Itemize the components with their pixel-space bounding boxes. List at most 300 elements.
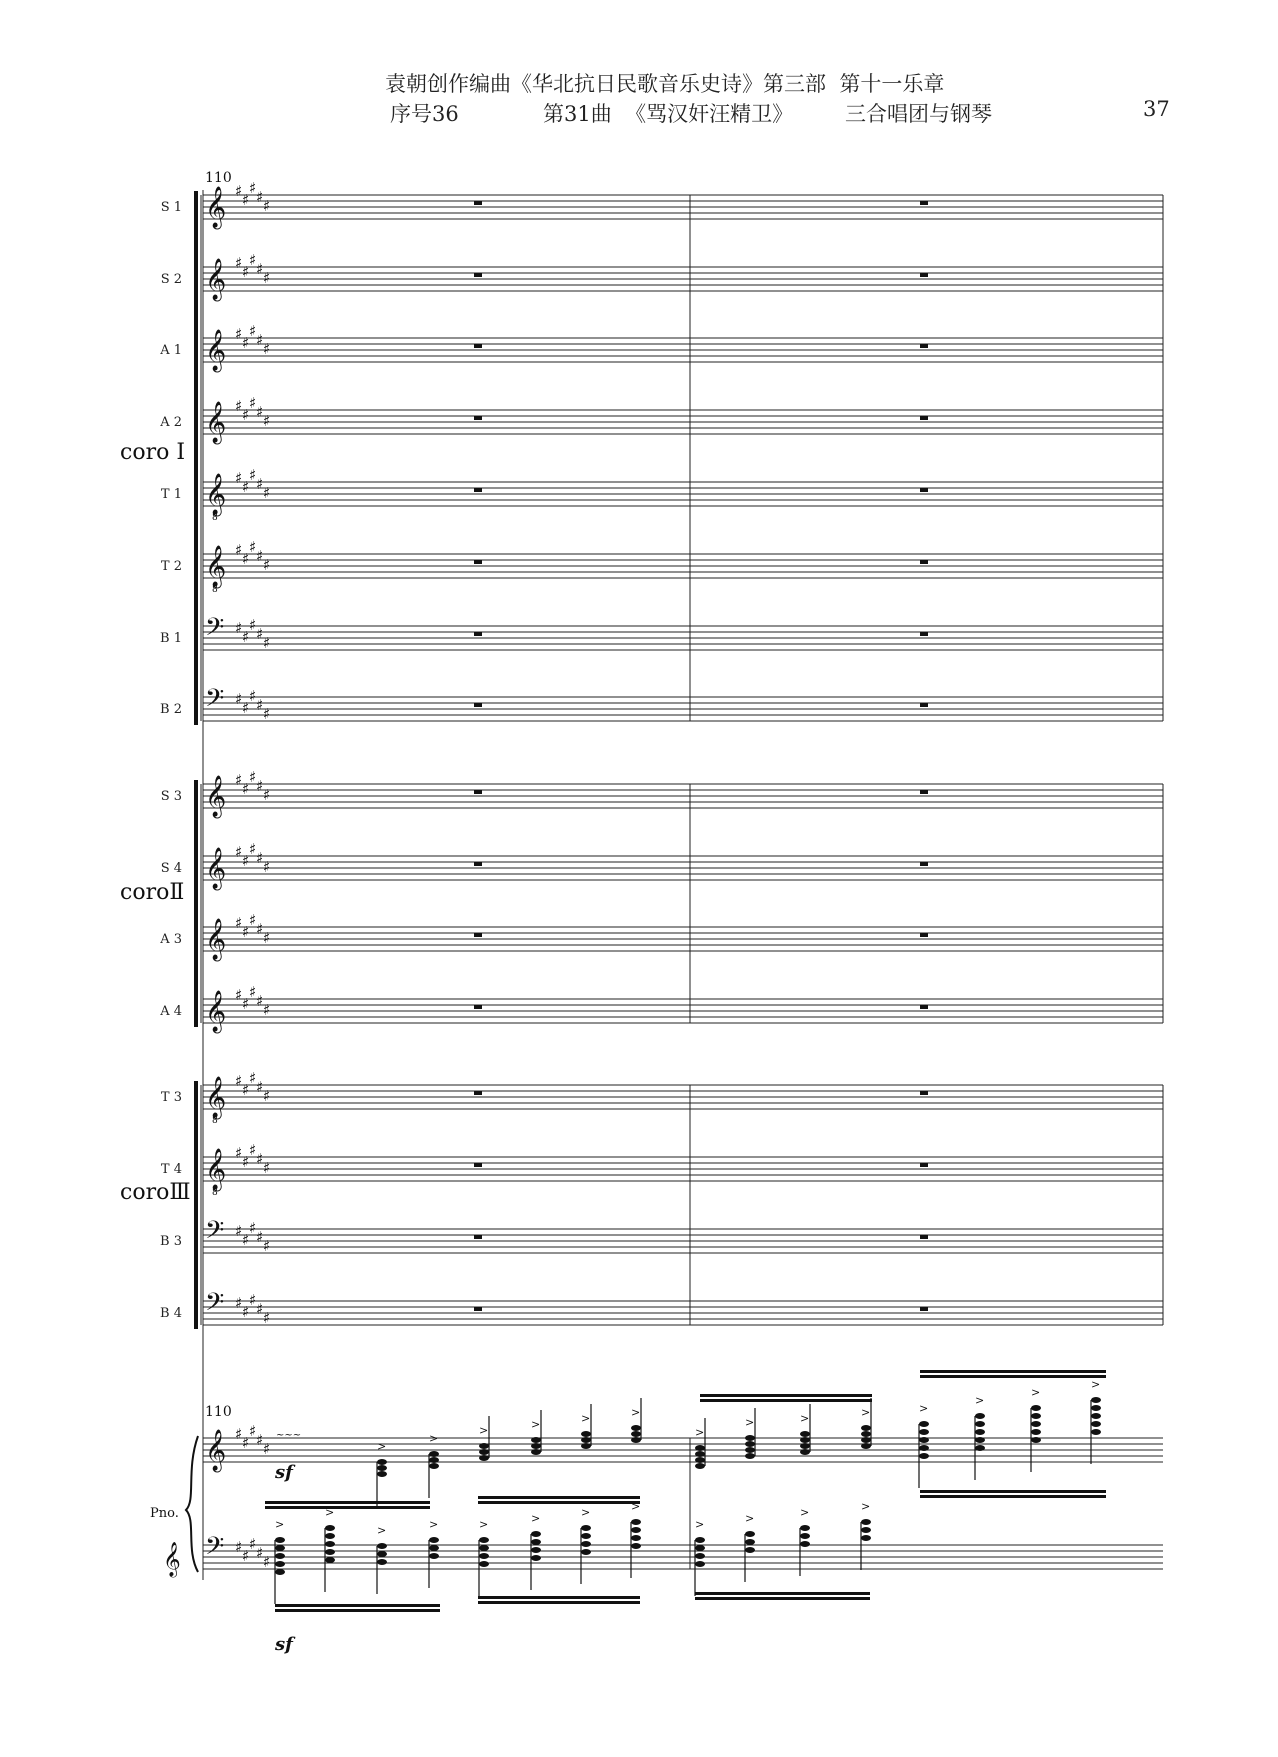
sharp-sign: ♯ — [263, 786, 271, 804]
piano-brace-icon — [186, 1436, 198, 1572]
sharp-sign: ♯ — [242, 478, 250, 496]
sharp-sign: ♯ — [263, 412, 271, 430]
piano-lh-staff — [203, 1545, 1163, 1569]
whole-rest — [920, 1235, 928, 1239]
staff-a1 — [203, 338, 1163, 362]
staff-label: T 2 — [160, 559, 182, 574]
note-head — [745, 1453, 755, 1459]
note-head — [919, 1453, 929, 1459]
note-head — [800, 1431, 810, 1437]
sharp-sign: ♯ — [235, 619, 243, 637]
note-head — [861, 1425, 871, 1431]
sharp-sign: ♯ — [235, 541, 243, 559]
note-head — [800, 1437, 810, 1443]
note-head — [377, 1559, 387, 1565]
staff-label: B 3 — [160, 1234, 182, 1249]
note-head — [531, 1555, 541, 1561]
note-head — [275, 1553, 285, 1559]
staff-t1 — [203, 482, 1163, 506]
treble-clef-icon: 𝄞 — [205, 991, 227, 1032]
sharp-sign: ♯ — [256, 849, 264, 867]
note-head — [800, 1449, 810, 1455]
header-sequence: 序号36 — [390, 102, 459, 126]
treble-clef-icon: 𝄞 — [205, 402, 227, 443]
whole-rest — [920, 862, 928, 866]
sharp-sign: ♯ — [242, 334, 250, 352]
treble-clef-icon: 𝄞 — [205, 259, 227, 300]
sharp-sign: ♯ — [235, 914, 243, 932]
beam — [478, 1601, 640, 1604]
accent-mark: > — [919, 1402, 929, 1415]
note-head — [919, 1445, 929, 1451]
sharp-sign: ♯ — [263, 340, 271, 358]
whole-rest — [920, 703, 928, 707]
staff-label: S 1 — [160, 200, 182, 215]
sharp-sign: ♯ — [235, 325, 243, 343]
sharp-sign: ♯ — [249, 840, 257, 858]
note-head — [531, 1539, 541, 1545]
whole-rest — [474, 273, 482, 277]
whole-rest — [474, 933, 482, 937]
accent-mark: > — [861, 1500, 871, 1513]
note-head — [275, 1545, 285, 1551]
staff-label: A 2 — [160, 415, 182, 430]
treble-clef-icon: 𝄞 — [205, 1077, 227, 1118]
group-bracket — [194, 191, 198, 725]
note-head — [581, 1549, 591, 1555]
sharp-sign: ♯ — [235, 1222, 243, 1240]
note-head — [631, 1437, 641, 1443]
whole-rest — [920, 1091, 928, 1095]
note-head — [479, 1443, 489, 1449]
note-head — [531, 1437, 541, 1443]
lh-chord — [695, 1537, 705, 1596]
whole-rest — [474, 703, 482, 707]
sharp-sign: ♯ — [263, 1553, 271, 1571]
note-head — [695, 1457, 705, 1463]
sharp-sign: ♯ — [235, 1538, 243, 1556]
whole-rest — [474, 488, 482, 492]
note-head — [975, 1413, 985, 1419]
accent-mark: > — [745, 1512, 755, 1525]
sharp-sign: ♯ — [249, 466, 257, 484]
lh-chord — [531, 1531, 541, 1590]
note-head — [861, 1527, 871, 1533]
group-label-3: coroⅢ — [120, 1180, 191, 1205]
note-head — [861, 1443, 871, 1449]
whole-rest — [474, 560, 482, 564]
note-head — [800, 1443, 810, 1449]
note-head — [275, 1561, 285, 1567]
sharp-sign: ♯ — [249, 394, 257, 412]
whole-rest — [920, 273, 928, 277]
sharp-sign: ♯ — [242, 1303, 250, 1321]
sharp-sign: ♯ — [242, 923, 250, 941]
sharp-sign: ♯ — [263, 1087, 271, 1105]
sharp-sign: ♯ — [263, 269, 271, 287]
whole-rest — [474, 632, 482, 636]
rh-chord — [581, 1404, 591, 1449]
note-head — [861, 1437, 871, 1443]
note-head — [325, 1541, 335, 1547]
sharp-sign: ♯ — [242, 780, 250, 798]
staff-t3 — [203, 1085, 1163, 1109]
sharp-sign: ♯ — [242, 995, 250, 1013]
sharp-sign: ♯ — [256, 475, 264, 493]
treble-clef-icon: 𝄞 — [205, 776, 227, 817]
piano-label: Pno. — [150, 1506, 179, 1521]
beam — [700, 1394, 872, 1397]
sharp-sign: ♯ — [256, 1150, 264, 1168]
staff-b3 — [203, 1229, 1163, 1253]
note-head — [861, 1535, 871, 1541]
beam — [478, 1596, 640, 1599]
sharp-sign: ♯ — [263, 634, 271, 652]
sharp-sign: ♯ — [242, 699, 250, 717]
treble-clef-icon: 𝄞 — [205, 330, 227, 371]
sharp-sign: ♯ — [249, 1291, 257, 1309]
accent-mark: > — [975, 1394, 985, 1407]
staff-label: B 4 — [160, 1306, 182, 1321]
accent-mark: > — [377, 1524, 387, 1537]
note-head — [975, 1437, 985, 1443]
accent-mark: > — [531, 1512, 541, 1525]
note-head — [631, 1535, 641, 1541]
sharp-sign: ♯ — [256, 1228, 264, 1246]
header-piece: 第31曲 《骂汉奸汪精卫》 — [543, 102, 794, 126]
accent-mark: > — [800, 1412, 810, 1425]
staff-label: A 3 — [160, 932, 182, 947]
staff-label: T 3 — [160, 1090, 182, 1105]
staff-label: S 3 — [160, 789, 182, 804]
note-head — [275, 1537, 285, 1543]
note-head — [695, 1545, 705, 1551]
note-head — [631, 1519, 641, 1525]
staff-s2 — [203, 267, 1163, 291]
treble-clef-icon: 𝄞 — [205, 919, 227, 960]
sharp-sign: ♯ — [256, 403, 264, 421]
bass-clef-icon: 𝄢 — [205, 1288, 225, 1323]
sharp-sign: ♯ — [249, 1141, 257, 1159]
whole-rest — [920, 344, 928, 348]
sharp-sign: ♯ — [263, 1237, 271, 1255]
sharp-sign: ♯ — [235, 690, 243, 708]
whole-rest — [920, 416, 928, 420]
note-head — [1091, 1397, 1101, 1403]
rh-chord — [377, 1459, 387, 1506]
beam — [920, 1495, 1106, 1498]
sharp-sign: ♯ — [263, 484, 271, 502]
whole-rest — [920, 790, 928, 794]
staff-b4 — [203, 1301, 1163, 1325]
note-head — [1031, 1421, 1041, 1427]
note-head — [919, 1421, 929, 1427]
note-head — [429, 1463, 439, 1469]
accent-mark: > — [377, 1440, 387, 1453]
note-head — [695, 1445, 705, 1451]
clef-change-icon: 𝄞 — [163, 1542, 181, 1577]
note-head — [377, 1465, 387, 1471]
sharp-sign: ♯ — [249, 983, 257, 1001]
whole-rest — [920, 1005, 928, 1009]
sharp-sign: ♯ — [242, 1081, 250, 1099]
sharp-sign: ♯ — [256, 625, 264, 643]
rh-chord — [531, 1410, 541, 1455]
beam — [695, 1597, 870, 1600]
note-head — [861, 1431, 871, 1437]
note-head — [377, 1543, 387, 1549]
note-head — [745, 1531, 755, 1537]
note-head — [1031, 1413, 1041, 1419]
sharp-sign: ♯ — [242, 191, 250, 209]
note-head — [479, 1537, 489, 1543]
sharp-sign: ♯ — [249, 1422, 257, 1440]
sharp-sign: ♯ — [256, 1544, 264, 1562]
whole-rest — [920, 488, 928, 492]
note-head — [695, 1561, 705, 1567]
note-head — [429, 1451, 439, 1457]
accent-mark: > — [429, 1432, 439, 1445]
sharp-sign: ♯ — [249, 251, 257, 269]
note-head — [429, 1537, 439, 1543]
sharp-sign: ♯ — [256, 1431, 264, 1449]
octave-8-mark: 8 — [212, 585, 218, 595]
accent-mark: > — [429, 1518, 439, 1531]
note-head — [429, 1553, 439, 1559]
staff-a4 — [203, 999, 1163, 1023]
sharp-sign: ♯ — [249, 179, 257, 197]
sharp-sign: ♯ — [256, 920, 264, 938]
treble-clef-icon: 𝄞 — [205, 848, 227, 889]
sharp-sign: ♯ — [242, 852, 250, 870]
sharp-sign: ♯ — [235, 771, 243, 789]
note-head — [975, 1429, 985, 1435]
lh-chord — [275, 1537, 285, 1604]
whole-rest — [474, 1163, 482, 1167]
octave-8-mark: 8 — [212, 513, 218, 523]
note-head — [631, 1543, 641, 1549]
note-head — [377, 1551, 387, 1557]
note-head — [581, 1541, 591, 1547]
whole-rest — [474, 1091, 482, 1095]
sharp-sign: ♯ — [263, 556, 271, 574]
beam — [275, 1609, 440, 1612]
whole-rest — [920, 933, 928, 937]
note-head — [429, 1545, 439, 1551]
sharp-sign: ♯ — [235, 986, 243, 1004]
octave-8-mark: 8 — [212, 1188, 218, 1198]
bass-clef-icon: 𝄢 — [205, 1532, 225, 1567]
note-head — [745, 1441, 755, 1447]
sharp-sign: ♯ — [242, 1547, 250, 1565]
whole-rest — [474, 1307, 482, 1311]
beam — [700, 1399, 872, 1402]
note-head — [631, 1527, 641, 1533]
whole-rest — [920, 1163, 928, 1167]
beam — [920, 1370, 1106, 1373]
sharp-sign: ♯ — [256, 547, 264, 565]
note-head — [581, 1437, 591, 1443]
staff-b2 — [203, 697, 1163, 721]
note-head — [325, 1525, 335, 1531]
sharp-sign: ♯ — [263, 929, 271, 947]
note-head — [1091, 1421, 1101, 1427]
rh-chord — [919, 1421, 929, 1488]
page-number: 37 — [1143, 97, 1170, 121]
whole-rest — [474, 416, 482, 420]
note-head — [531, 1547, 541, 1553]
sharp-sign: ♯ — [249, 538, 257, 556]
note-head — [1091, 1413, 1101, 1419]
staff-s4 — [203, 856, 1163, 880]
staff-s3 — [203, 784, 1163, 808]
accent-mark: > — [631, 1406, 641, 1419]
beam — [265, 1501, 430, 1504]
sharp-sign: ♯ — [263, 705, 271, 723]
sharp-sign: ♯ — [235, 254, 243, 272]
note-head — [1031, 1405, 1041, 1411]
group-label-2: coroⅡ — [120, 880, 185, 905]
note-head — [377, 1471, 387, 1477]
rh-chord — [975, 1413, 985, 1480]
note-head — [479, 1455, 489, 1461]
whole-rest — [474, 344, 482, 348]
note-head — [695, 1553, 705, 1559]
staff-a3 — [203, 927, 1163, 951]
note-head — [479, 1449, 489, 1455]
beam — [920, 1375, 1106, 1378]
sharp-sign: ♯ — [235, 843, 243, 861]
sharp-sign: ♯ — [242, 550, 250, 568]
note-head — [919, 1437, 929, 1443]
note-head — [531, 1531, 541, 1537]
accent-mark: > — [695, 1518, 705, 1531]
whole-rest — [474, 1005, 482, 1009]
header-title: 袁朝创作编曲《华北抗日民歌音乐史诗》第三部 第十一乐章 — [385, 72, 945, 96]
beam — [275, 1604, 440, 1607]
whole-rest — [474, 790, 482, 794]
whole-rest — [474, 862, 482, 866]
octave-8-mark: 8 — [212, 1116, 218, 1126]
beam — [265, 1506, 430, 1509]
note-head — [275, 1569, 285, 1575]
sharp-sign: ♯ — [249, 1219, 257, 1237]
note-head — [695, 1463, 705, 1469]
bass-clef-icon: 𝄢 — [205, 1216, 225, 1251]
staff-label: B 1 — [160, 631, 182, 646]
staff-s1 — [203, 195, 1163, 219]
note-head — [531, 1449, 541, 1455]
sharp-sign: ♯ — [249, 616, 257, 634]
treble-clef-icon: 𝄞 — [205, 1149, 227, 1190]
sharp-sign: ♯ — [256, 1300, 264, 1318]
sharp-sign: ♯ — [242, 1231, 250, 1249]
sharp-sign: ♯ — [256, 696, 264, 714]
note-head — [745, 1547, 755, 1553]
sharp-sign: ♯ — [263, 1440, 271, 1458]
sharp-sign: ♯ — [263, 1309, 271, 1327]
note-head — [581, 1533, 591, 1539]
sharp-sign: ♯ — [249, 911, 257, 929]
rh-chord — [429, 1451, 439, 1498]
sharp-sign: ♯ — [235, 182, 243, 200]
whole-rest — [920, 201, 928, 205]
whole-rest — [920, 560, 928, 564]
sharp-sign: ♯ — [249, 768, 257, 786]
note-head — [325, 1533, 335, 1539]
accent-mark: > — [479, 1518, 489, 1531]
staff-b1 — [203, 626, 1163, 650]
piano-rh-staff — [203, 1438, 1163, 1462]
whole-rest — [474, 1235, 482, 1239]
note-head — [745, 1539, 755, 1545]
staff-label: T 4 — [160, 1162, 182, 1177]
whole-rest — [474, 201, 482, 205]
sharp-sign: ♯ — [235, 397, 243, 415]
accent-mark: > — [1031, 1386, 1041, 1399]
note-head — [377, 1459, 387, 1465]
note-head — [581, 1431, 591, 1437]
note-head — [800, 1533, 810, 1539]
group-bracket — [194, 1081, 198, 1329]
note-head — [1091, 1405, 1101, 1411]
beam — [695, 1592, 870, 1595]
sharp-sign: ♯ — [256, 777, 264, 795]
sharp-sign: ♯ — [242, 628, 250, 646]
note-head — [975, 1421, 985, 1427]
piano-measure-number: 110 — [205, 1404, 232, 1420]
lh-chord — [479, 1537, 489, 1596]
sharp-sign: ♯ — [242, 1153, 250, 1171]
sharp-sign: ♯ — [256, 331, 264, 349]
bass-clef-icon: 𝄢 — [205, 684, 225, 719]
accent-mark: > — [631, 1500, 641, 1513]
sharp-sign: ♯ — [235, 1144, 243, 1162]
lh-chord — [325, 1525, 335, 1592]
sharp-sign: ♯ — [256, 1078, 264, 1096]
accent-mark: > — [325, 1506, 335, 1519]
accent-mark: > — [531, 1418, 541, 1431]
sharp-sign: ♯ — [235, 1425, 243, 1443]
accent-mark: > — [745, 1416, 755, 1429]
lh-chord — [581, 1525, 591, 1584]
beam — [478, 1501, 640, 1504]
sharp-sign: ♯ — [249, 1535, 257, 1553]
note-head — [695, 1537, 705, 1543]
note-head — [531, 1443, 541, 1449]
treble-clef-icon: 𝄞 — [205, 1430, 227, 1471]
group-label-1: coro Ⅰ — [120, 440, 186, 465]
note-head — [429, 1457, 439, 1463]
accent-mark: > — [275, 1518, 285, 1531]
sharp-sign: ♯ — [242, 1434, 250, 1452]
sharp-sign: ♯ — [242, 263, 250, 281]
staff-a2 — [203, 410, 1163, 434]
dynamic-sf-rh: sf — [275, 1462, 293, 1483]
note-head — [581, 1443, 591, 1449]
sharp-sign: ♯ — [256, 260, 264, 278]
sharp-sign: ♯ — [249, 687, 257, 705]
note-head — [861, 1519, 871, 1525]
staff-t2 — [203, 554, 1163, 578]
accent-mark: > — [479, 1424, 489, 1437]
staff-t4 — [203, 1157, 1163, 1181]
rh-chord — [631, 1398, 641, 1443]
note-head — [745, 1447, 755, 1453]
staff-label: A 4 — [160, 1004, 182, 1019]
note-head — [800, 1541, 810, 1547]
sharp-sign: ♯ — [263, 1001, 271, 1019]
